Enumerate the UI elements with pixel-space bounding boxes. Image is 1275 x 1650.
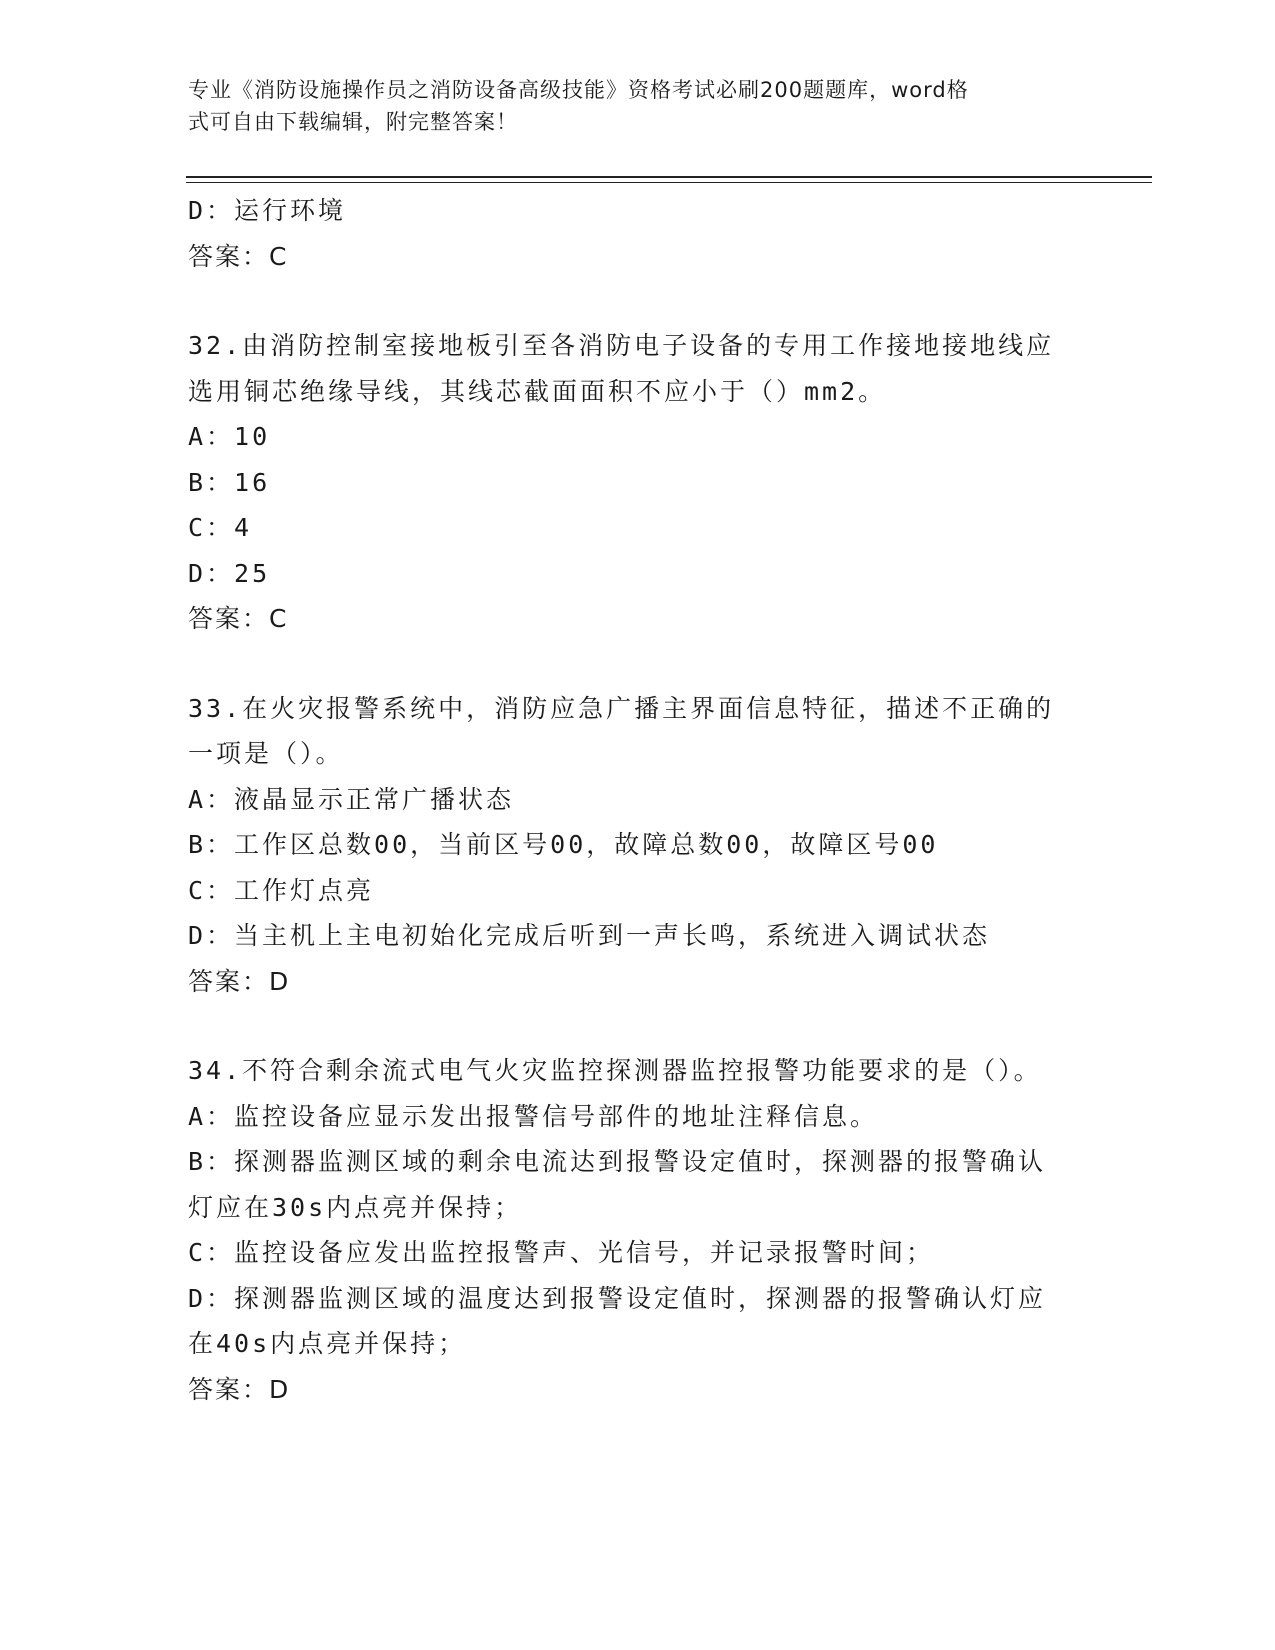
answer: 答案：C [188,604,289,633]
option-a: A：液晶显示正常广播状态 [188,784,515,814]
option-a: A：10 [188,422,271,451]
option-b-line-2: 灯应在30s内点亮并保持； [188,1192,523,1222]
option-d-line-1: D：探测器监测区域的温度达到报警设定值时，探测器的报警确认灯应 [188,1283,1047,1313]
option-b: B：16 [188,467,271,497]
option-d: D：当主机上主电初始化完成后听到一声长鸣，系统进入调试状态 [188,921,991,950]
header-line-1: 专业《消防设施操作员之消防设备高级技能》资格考试必刷200题题库，word格 [188,78,969,102]
answer: 答案：D [188,966,291,996]
question-stem-line-2: 一项是（）。 [188,739,344,768]
option-d: D：25 [188,558,271,588]
question-stem-line-2: 选用铜芯绝缘导线，其线芯截面面积不应小于（）mm2。 [188,376,887,406]
spacer [188,642,1088,686]
question-stem-line-1: 32.由消防控制室接地板引至各消防电子设备的专用工作接地接地线应 [188,331,1055,360]
option-d-line-2: 在40s内点亮并保持； [188,1329,467,1358]
header-rule-thin [186,182,1152,183]
option-c: C：工作灯点亮 [188,875,375,905]
question-34 [188,1048,1088,1412]
page-header [188,74,1068,138]
answer: 答案：D [188,1374,291,1404]
answer: 答案：C [188,241,289,271]
question-33 [188,686,1088,1005]
spacer [188,279,1088,323]
option-a: A：监控设备应显示发出报警信号部件的地址注释信息。 [188,1101,879,1131]
question-list [188,188,1088,1412]
question-stem-line-1: 33.在火灾报警系统中，消防应急广播主界面信息特征，描述不正确的 [188,693,1055,723]
option-b-line-1: B：探测器监测区域的剩余电流达到报警设定值时，探测器的报警确认 [188,1147,1047,1176]
option-c: C：监控设备应发出监控报警声、光信号，并记录报警时间； [188,1238,935,1267]
header-line-2: 式可自由下载编辑，附完整答案！ [188,110,518,134]
question-stem-line-1: 34.不符合剩余流式电气火灾监控探测器监控报警功能要求的是（）。 [188,1056,1042,1085]
spacer [188,1004,1088,1048]
option-d: D：运行环境 [188,196,347,225]
question-32 [188,323,1088,642]
question-31 [188,188,1088,279]
option-b: B：工作区总数00，当前区号00，故障总数00，故障区号00 [188,830,939,859]
option-c: C：4 [188,513,253,542]
header-rule-thick [186,176,1152,178]
